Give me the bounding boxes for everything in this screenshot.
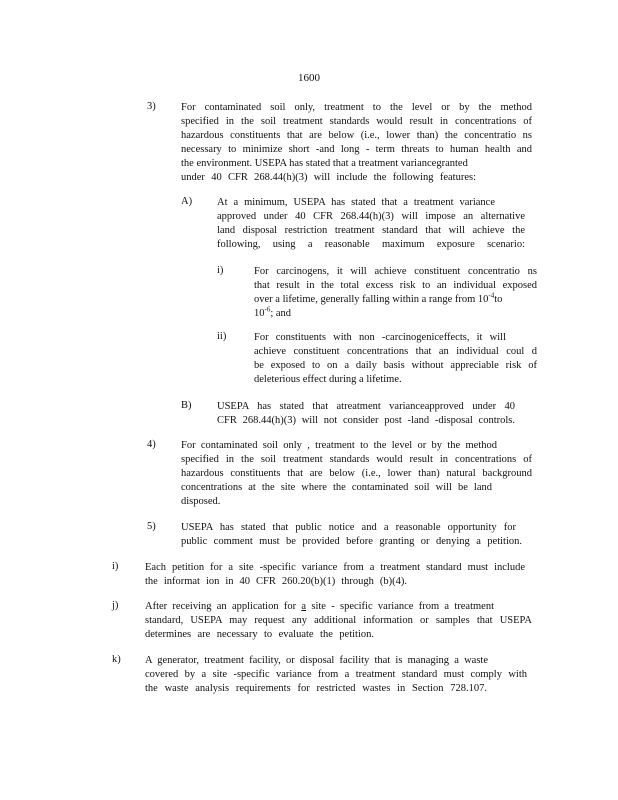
page-number: 1600 xyxy=(298,72,320,84)
item-k-label: k) xyxy=(112,654,121,665)
item-3-label: 3) xyxy=(147,101,156,112)
text-line xyxy=(145,600,494,614)
text-line: For carcinogens, it will achieve constituent concentratio ns xyxy=(254,266,537,277)
text-line: hazardous constituents that are below (i.e., lower than) the concentratio ns xyxy=(181,130,532,141)
subitem-A-label: A) xyxy=(181,196,193,207)
text-line: For constituents with non -carcinogeniceffects, it will xyxy=(254,332,506,343)
subitem-B-text xyxy=(217,400,515,428)
subitem-B-label: B) xyxy=(181,400,192,411)
text-line: land disposal restriction treatment standard that will achieve the xyxy=(217,225,525,236)
text-line: USEPA has stated that public notice and a reasonable opportunity for xyxy=(181,522,516,533)
item-4-text xyxy=(181,439,532,509)
text-line: CFR 268.44(h)(3) will not consider post -land -disposal controls. xyxy=(217,415,515,426)
item-k-text xyxy=(145,654,527,696)
exponent: -6 xyxy=(264,305,271,314)
text-line: hazardous constituents that are below (i.e., lower than) natural background xyxy=(181,468,532,479)
text-fragment: ; and xyxy=(270,308,292,319)
underlined-text: a xyxy=(301,601,307,612)
text-line: covered by a site -specific variance from a treatment standard must comply with xyxy=(145,669,527,680)
text-fragment: site - specific variance from a treatment xyxy=(306,601,495,612)
text-line: the environment. USEPA has stated that a treatment variancegranted xyxy=(181,158,468,169)
item-j-text xyxy=(145,600,532,642)
text-line xyxy=(254,307,537,321)
text-line: Each petition for a site -specific variance from a treatment standard must include xyxy=(145,562,525,573)
text-line: disposed. xyxy=(181,496,221,507)
item-5-label: 5) xyxy=(147,521,156,532)
text-line: the informat ion in 40 CFR 260.20(b)(1) through (b)(4). xyxy=(145,576,407,587)
item-5-text xyxy=(181,521,522,549)
text-line: public comment must be provided before granting or denying a petition. xyxy=(181,536,522,547)
text-line: achieve constituent concentrations that an individual coul d xyxy=(254,346,537,357)
subitem-A-text xyxy=(217,196,525,252)
text-line: approved under 40 CFR 268.44(h)(3) will impose an alternative xyxy=(217,211,525,222)
text-fragment: over a lifetime, generally falling within a range from 10 xyxy=(254,294,489,305)
text-line: determines are necessary to evaluate the petition. xyxy=(145,629,374,640)
item-3-text xyxy=(181,101,532,185)
text-line: For contaminated soil only, treatment to the level or by the method xyxy=(181,102,532,113)
text-line: standard, USEPA may request any additional information or samples that USEPA xyxy=(145,615,532,626)
exponent: -4 xyxy=(488,291,495,300)
text-line: under 40 CFR 268.44(h)(3) will include the following features: xyxy=(181,172,476,183)
text-line: be exposed to on a daily basis without appreciable risk of xyxy=(254,360,537,371)
item-i-text xyxy=(145,561,525,589)
text-fragment: 10 xyxy=(254,308,265,319)
text-line: specified in the soil treatment standards would result in concentrations of xyxy=(181,454,532,465)
subitem-A-ii-text xyxy=(254,331,537,387)
text-line: that result in the total excess risk to an individual exposed xyxy=(254,280,537,291)
subitem-A-i-label: i) xyxy=(217,265,224,276)
text-line: the waste analysis requirements for restricted wastes in Section 728.107. xyxy=(145,683,487,694)
text-line: concentrations at the site where the contaminated soil will be land xyxy=(181,482,492,493)
text-line xyxy=(254,293,537,307)
text-fragment: After receiving an application for xyxy=(145,601,302,612)
item-j-label: j) xyxy=(112,600,119,611)
subitem-A-i-text xyxy=(254,265,537,321)
text-line: necessary to minimize short -and long - term threats to human health and xyxy=(181,144,532,155)
text-line: specified in the soil treatment standards would result in concentrations of xyxy=(181,116,532,127)
text-line: For contaminated soil only , treatment to the level or by the method xyxy=(181,440,497,451)
text-line: A generator, treatment facility, or disposal facility that is managing a waste xyxy=(145,655,488,666)
subitem-A-ii-label: ii) xyxy=(217,331,227,342)
text-line: following, using a reasonable maximum exposure scenario: xyxy=(217,239,525,250)
item-4-label: 4) xyxy=(147,439,156,450)
text-line: USEPA has stated that atreatment varianceapproved under 40 xyxy=(217,401,515,412)
text-fragment: to xyxy=(494,294,503,305)
text-line: deleterious effect during a lifetime. xyxy=(254,374,402,385)
item-i-label: i) xyxy=(112,561,119,572)
text-line: At a minimum, USEPA has stated that a treatment variance xyxy=(217,197,495,208)
